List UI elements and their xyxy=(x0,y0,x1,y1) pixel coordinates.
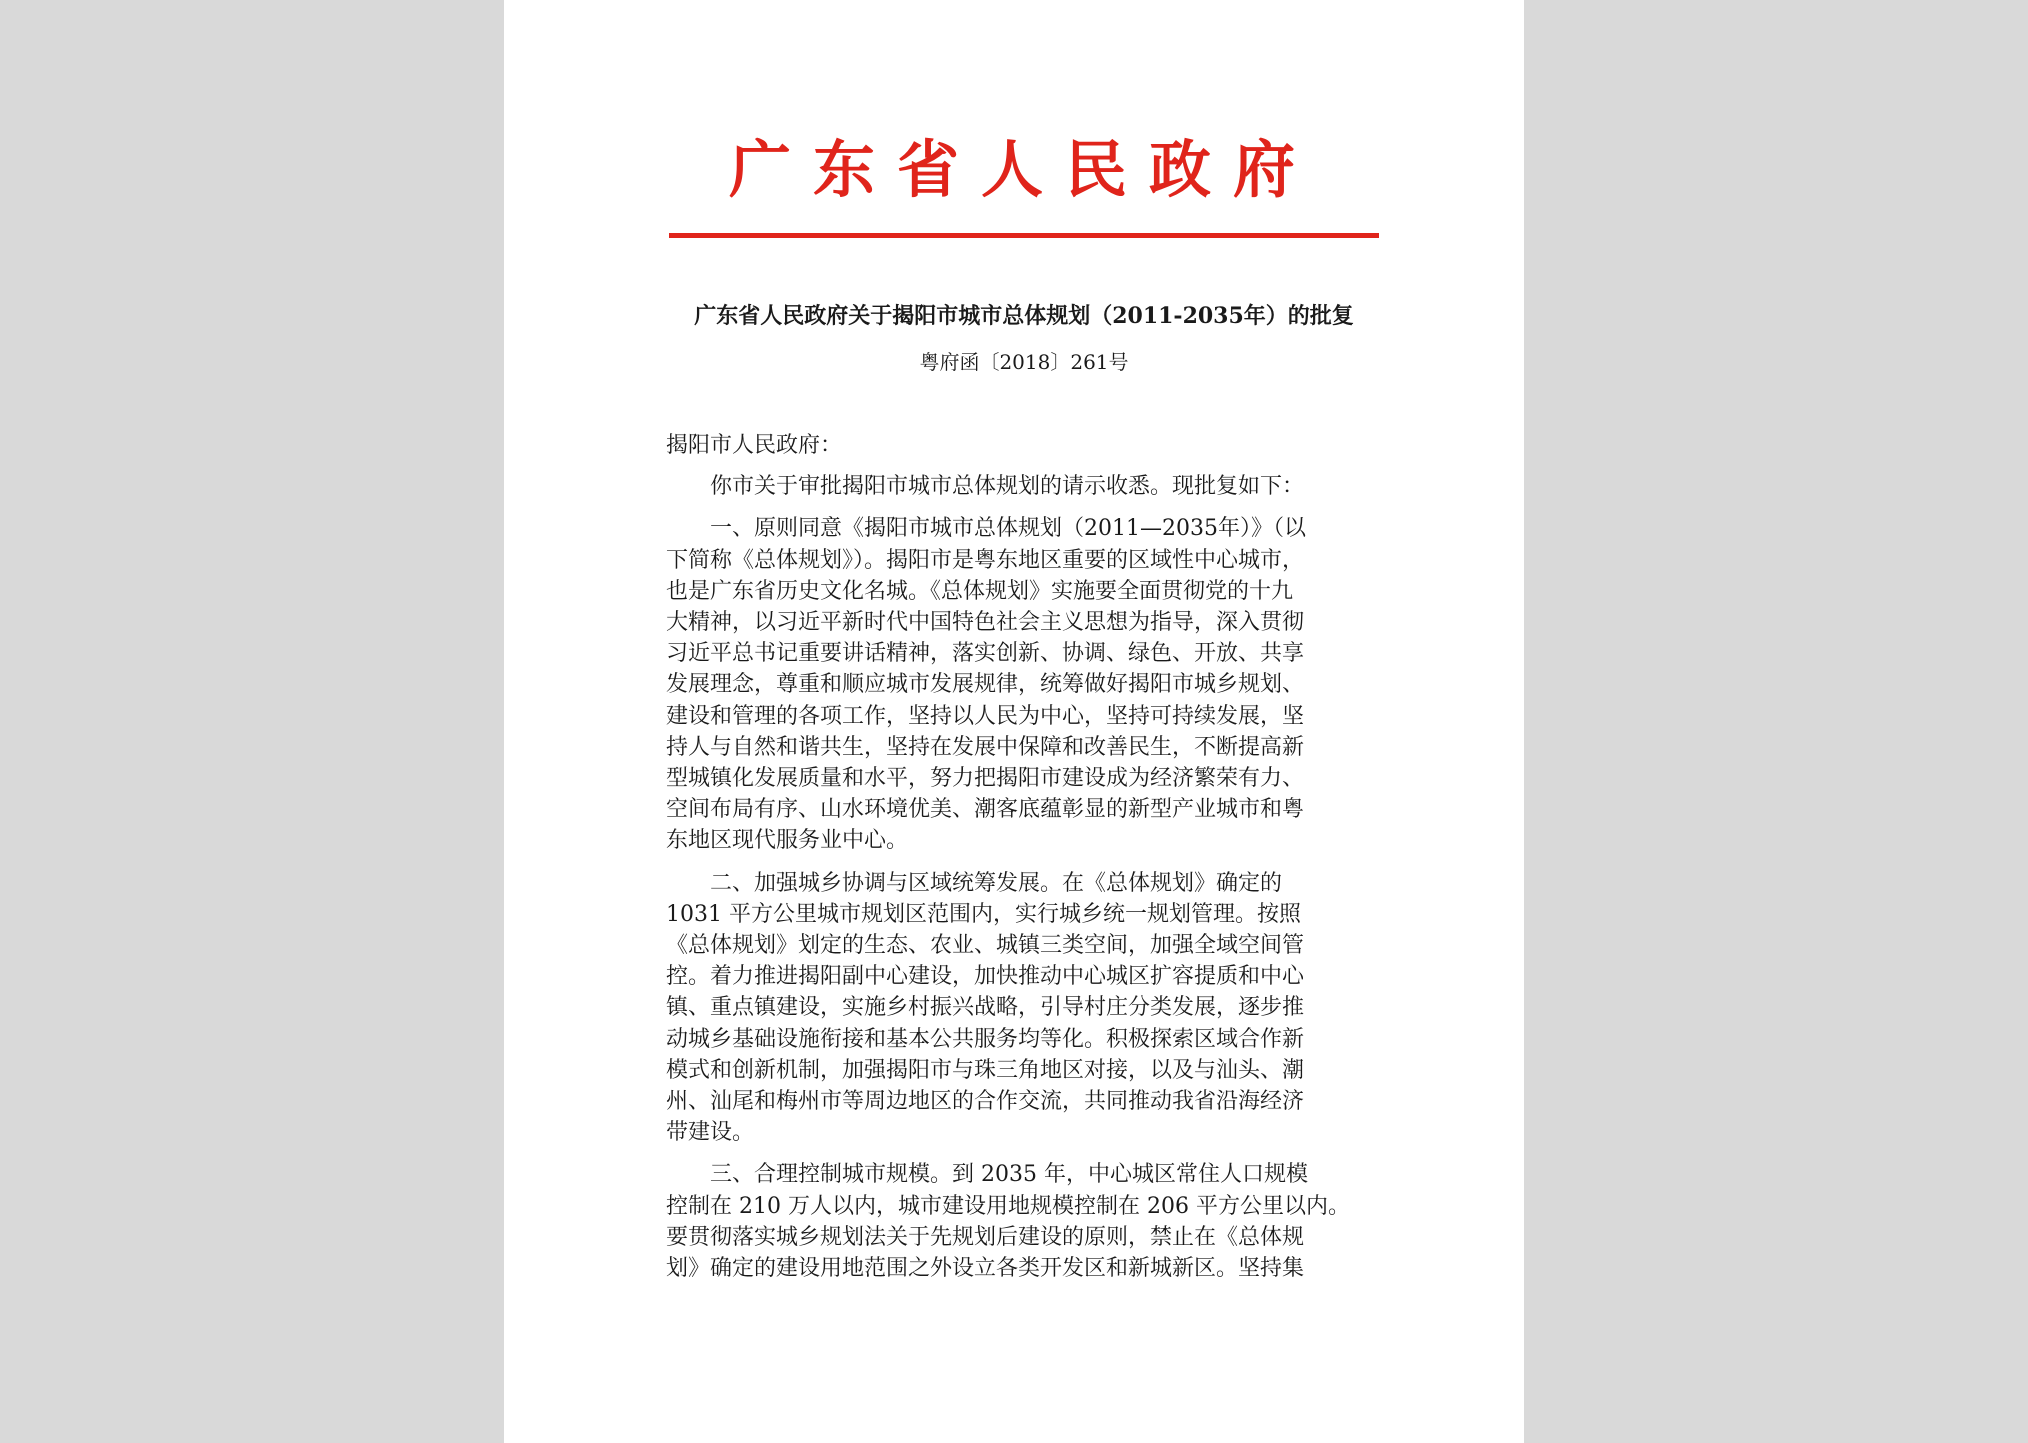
paragraph-line: 你市关于审批揭阳市城市总体规划的请示收悉。现批复如下： xyxy=(666,474,1305,500)
paragraph-line: 划》确定的建设用地范围之外设立各类开发区和新城新区。坚持集 xyxy=(666,1256,1305,1282)
paragraph-line: 习近平总书记重要讲话精神，落实创新、协调、绿色、开放、共享 xyxy=(666,641,1305,667)
paragraph-line: 带建设。 xyxy=(666,1120,755,1146)
paragraph-line: 持人与自然和谐共生，坚持在发展中保障和改善民生，不断提高新 xyxy=(666,734,1305,760)
letterhead-title: 广东省人民政府 xyxy=(728,133,1317,206)
paragraph-line: 控。着力推进揭阳副中心建设，加快推动中心城区扩容提质和中心 xyxy=(666,964,1305,990)
document-body xyxy=(666,430,1382,1295)
paragraph-line: 建设和管理的各项工作，坚持以人民为中心，坚持可持续发展，坚 xyxy=(666,703,1305,729)
paragraph-line: 东地区现代服务业中心。 xyxy=(666,828,909,854)
paragraph-line: 二、加强城乡协调与区域统筹发展。在《总体规划》确定的 xyxy=(666,870,1283,896)
document-page xyxy=(504,0,1524,1443)
document-number: 粤府函〔2018〕261号 xyxy=(919,350,1129,374)
paragraph-line: 大精神，以习近平新时代中国特色社会主义思想为指导，深入贯彻 xyxy=(666,610,1305,636)
document-title: 广东省人民政府关于揭阳市城市总体规划（2011-2035年）的批复 xyxy=(694,303,1354,329)
paragraph-line: 三、合理控制城市规模。到 2035 年，中心城区常住人口规模 xyxy=(666,1162,1308,1188)
paragraph-line: 也是广东省历史文化名城。《总体规划》实施要全面贯彻党的十九 xyxy=(666,578,1294,604)
letterhead-red-rule xyxy=(669,233,1379,238)
paragraph xyxy=(666,471,1382,502)
paragraph-line: 模式和创新机制，加强揭阳市与珠三角地区对接，以及与汕头、潮 xyxy=(666,1057,1305,1083)
paragraph-line: 控制在 210 万人以内，城市建设用地规模控制在 206 平方公里以内。 xyxy=(666,1193,1350,1219)
paragraph-line: 空间布局有序、山水环境优美、潮客底蕴彰显的新型产业城市和粤 xyxy=(666,797,1305,823)
paragraph xyxy=(666,868,1382,1149)
paragraph-line: 州、汕尾和梅州市等周边地区的合作交流，共同推动我省沿海经济 xyxy=(666,1089,1305,1115)
paragraph-line: 《总体规划》划定的生态、农业、城镇三类空间，加强全域空间管 xyxy=(666,933,1305,959)
paragraph-line: 要贯彻落实城乡规划法关于先规划后建设的原则，禁止在《总体规 xyxy=(666,1224,1305,1250)
paragraph-line: 下简称《总体规划》）。揭阳市是粤东地区重要的区域性中心城市， xyxy=(666,547,1305,573)
paragraph-line: 型城镇化发展质量和水平，努力把揭阳市建设成为经济繁荣有力、 xyxy=(666,766,1305,792)
paragraph-line: 发展理念，尊重和顺应城市发展规律，统筹做好揭阳市城乡规划、 xyxy=(666,672,1305,698)
paragraph xyxy=(666,513,1382,856)
paragraph xyxy=(666,1159,1382,1284)
paragraph-line: 动城乡基础设施衔接和基本公共服务均等化。积极探索区域合作新 xyxy=(666,1026,1305,1052)
paragraph-line: 镇、重点镇建设，实施乡村振兴战略，引导村庄分类发展，逐步推 xyxy=(666,995,1305,1021)
paragraph-list xyxy=(666,471,1382,1284)
salutation: 揭阳市人民政府： xyxy=(666,433,843,458)
paragraph-line: 1031 平方公里城市规划区范围内，实行城乡统一规划管理。按照 xyxy=(666,901,1301,927)
paragraph-line: 一、原则同意《揭阳市城市总体规划（2011—2035年）》（以 xyxy=(666,516,1306,542)
